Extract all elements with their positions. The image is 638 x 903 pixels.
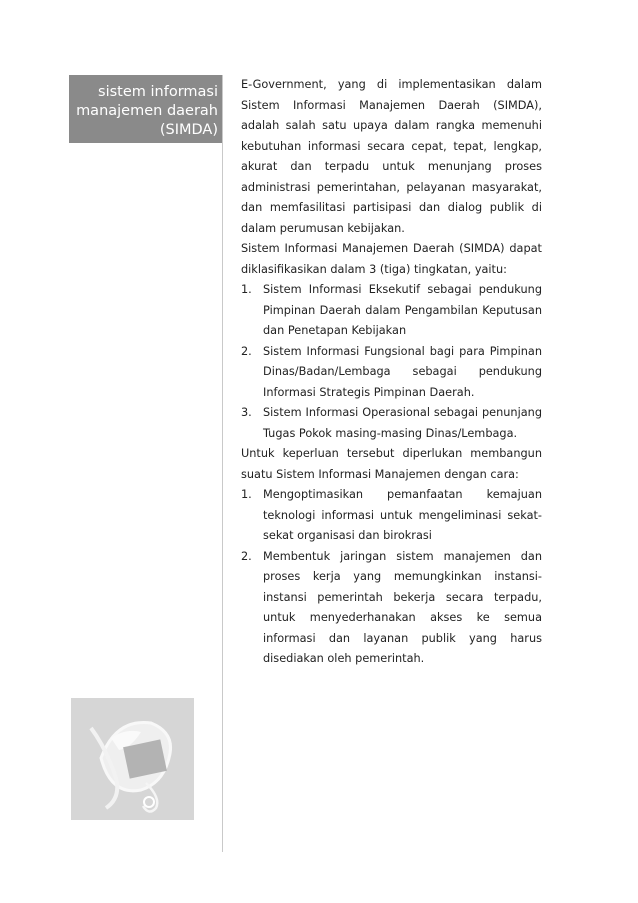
list-number: 3. [241,406,252,419]
main-text [241,75,542,670]
paragraph-classification: Sistem Informasi Manajemen Daerah (SIMDA) dapat diklasifikasikan dalam 3 (tiga) tingkatan, yaitu: [241,242,542,276]
list-item-text: Sistem Informasi Operasional sebagai penunjang Tugas Pokok masing-masing Dinas/Lembaga. [263,406,542,440]
list-item [241,485,542,547]
list-number: 2. [241,344,252,358]
column-divider [222,75,223,852]
list-item-text: Mengoptimasikan pemanfaatan kemajuan teknologi informasi untuk mengeliminasi sekat-sekat organisasi dan birokrasi [263,488,542,542]
list-item [241,403,542,444]
tier-list [241,280,542,444]
section-title-line-1: sistem informasi [98,84,218,100]
paragraph-intro: E-Government, yang di implementasikan dalam Sistem Informasi Manajemen Daerah (SIMDA), adalah salah satu upaya dalam rangka memenuhi kebutuhan informasi secara cepat, tepat, lengkap, akurat dan terpadu untuk menunjang proses administrasi pemerintahan, pelayanan masyarakat, dan memfasilitasi partisipasi dan dialog publik di dalam perumusan kebijakan. [241,78,542,235]
decorative-photo [71,698,194,820]
list-item-text: Sistem Informasi Fungsional bagi para Pimpinan Dinas/Badan/Lembaga sebagai pendukung Informasi Strategis Pimpinan Daerah. [263,344,542,399]
cable-image-icon [71,698,194,820]
section-title-line-3: (SIMDA) [159,122,218,138]
list-number: 2. [241,549,252,563]
method-list [241,485,542,670]
paragraph-methods: Untuk keperluan tersebut diperlukan membangun suatu Sistem Informasi Manajemen dengan cara: [241,447,542,481]
list-item [241,547,542,670]
section-title-box [69,75,222,143]
list-item-text: Sistem Informasi Eksekutif sebagai pendukung Pimpinan Daerah dalam Pengambilan Keputusan dan Penetapan Kebijakan [263,283,542,337]
section-title-line-2: manajemen daerah [76,103,218,119]
list-item [241,280,542,342]
list-item [241,342,542,404]
list-item-text: Membentuk jaringan sistem manajemen dan proses kerja yang memungkinkan instansi-instansi pemerintah bekerja secara terpadu, untuk menyederhanakan akses ke semua informasi dan layanan publik yang harus disediakan oleh pemerintah. [263,549,542,665]
list-number: 1. [241,488,252,501]
list-number: 1. [241,283,252,296]
